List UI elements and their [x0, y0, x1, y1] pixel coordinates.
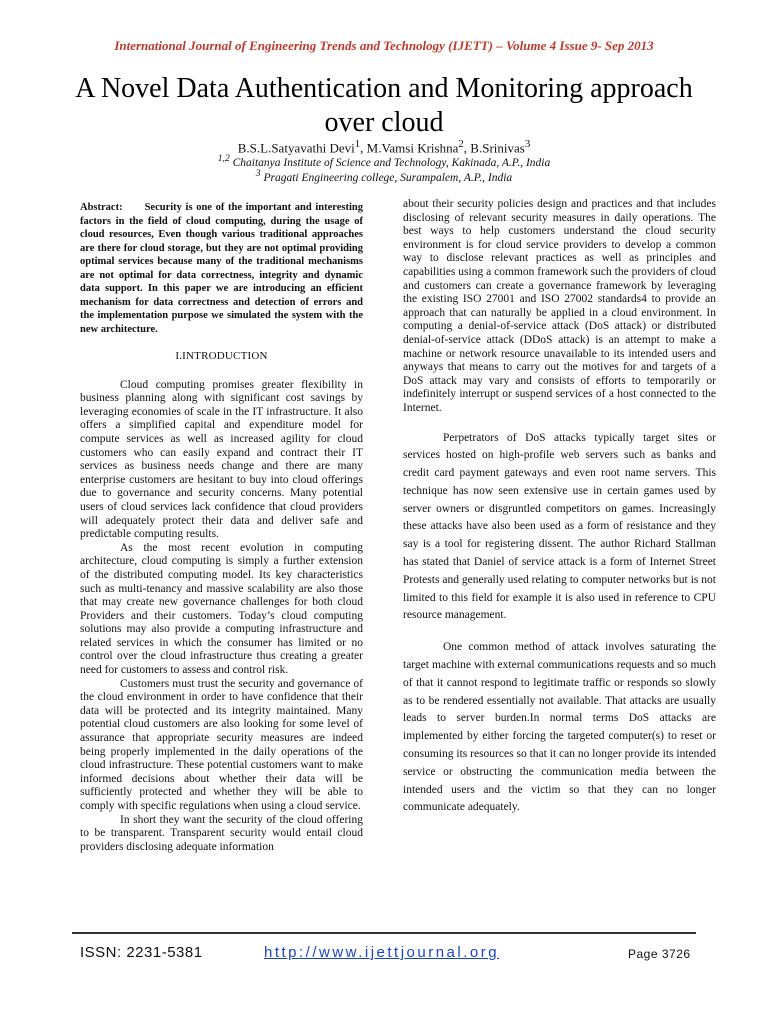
abstract-text: Security is one of the important and interesting factors in the field of cloud computing, during the usage of cloud resources, Even though various traditional approaches are there for cloud storage, but they are not optimal providing optimal services because many of the traditional mechanisms are not optimal for data correctness, integrity and dynamic data support. In this paper we are introducing an efficient mechanism for data correctness and detection of errors and the implementation purpose we simulated the system with the new architecture. — [80, 202, 363, 335]
paper-title: A Novel Data Authentication and Monitoring approach over cloud — [75, 73, 693, 138]
page-number: Page 3726 — [628, 947, 691, 961]
body-paragraph: Cloud computing promises greater flexibility in business planning along with significant cost savings by leveraging economies of scale in the IT infrastructure. It also offers a simplified capital and expenditure model for compute services as well as increased agility for cloud customers who can easily expand and contract their IT services as business needs change and there are many enterprise customers are hesitant to buy into cloud offerings due to governance and security concerns. Many potential users of cloud services lack confidence that cloud providers will adequately protect their data and deliver safe and predictable computing results. — [80, 378, 363, 541]
right-column — [403, 198, 716, 817]
affiliation-sup: 1,2 — [217, 153, 230, 164]
body-paragraph: One common method of attack involves saturating the target machine with external communications requests and so much of that it cannot respond to legitimate traffic or responds so slowly as to be rendered essentially not available. That attacks are usually leads to server burden.In normal terms DoS attacks are implemented by either forcing the targeted computer(s) to reset or consuming its resources so that it can no longer provide its intended service or obstructing the communication media between the intended users and the victim so that they can no longer communicate adequately. — [403, 641, 716, 814]
body-paragraph: Customers must trust the security and governance of the cloud environment in order to have confidence that their data will be protected and its integrity maintained. Many potential cloud customers are also looking for some level of assurance that appropriate security measures are indeed being properly implemented in the daily operations of the cloud infrastructure. These potential customers want to make informed decisions about whether their data will be sufficiently protected and whether they will be able to comply with specific regulations when using a cloud service. — [80, 677, 363, 812]
issn-label: ISSN: 2231-5381 — [80, 944, 203, 961]
footer-divider — [72, 932, 696, 934]
journal-header: International Journal of Engineering Trends and Technology (IJETT) – Volume 4 Issue 9- Sep 2013 — [114, 38, 654, 53]
journal-link[interactable]: http://www.ijettjournal.org — [264, 944, 500, 961]
affiliation-text: Chaitanya Institute of Science and Technology, Kakinada, A.P., India — [232, 156, 551, 169]
body-paragraph: As the most recent evolution in computing architecture, cloud computing is simply a further extension of the distributed computing model. Its key characteristics such as multi-tenancy and massive scalability are also those that may create new governance challenges for both cloud Providers and their customers. Today’s cloud computing solutions may also provide a computing infrastructure and related services in which the consumer has limited or no control over the cloud infrastructure thus creating a greater need for customers to assess and control risk. — [80, 541, 363, 677]
author-name: M.Vamsi Krishna — [366, 140, 459, 156]
section-heading: I.INTRODUCTION — [175, 350, 268, 362]
author-name: B.S.L.Satyavathi Devi — [237, 140, 355, 156]
body-paragraph: Perpetrators of DoS attacks typically target sites or services hosted on high-profile web servers such as banks and credit card payment gateways and even root name servers. This technique has now seen extensive use in certain games used by server owners or disgruntled competitors on games. Increasingly these attacks have also been used as a form of resistance and they say is a tool for registering dissent. The author Richard Stallman has stated that Daniel of service attack is a form of Internet Street Protests and generally used relating to computer networks but is not limited to this field for example it is also used in reference to CPU resource management. — [403, 431, 716, 622]
abstract — [80, 201, 363, 336]
author-list: B.S.L.Satyavathi Devi$^1$, M.Vamsi Krishna$^2$, B.Srinivas$^3$ — [237, 138, 531, 156]
author-sup: 2 — [458, 138, 464, 150]
abstract-label: Abstract: — [80, 202, 123, 213]
author-sup: 1 — [354, 138, 361, 150]
author-sup: 3 — [524, 138, 531, 150]
left-column — [80, 201, 363, 854]
body-paragraph: about their security policies design and practices and that includes disclosing of relevant security measures in daily operations. The best ways to help customers understand the cloud security environment is for cloud service providers to develop a common way to disclose relevant practices as well as principles and capabilities using a common framework such the providers of cloud and customers can create a governance framework by leveraging the existing ISO 27001 and ISO 27002 standards4 to provide an approach that can naturally be applied in a cloud environment. In computing a denial-of-service attack (DoS attack) or distributed denial-of-service attack (DDoS attack) is an attempt to make a machine or network resource unavailable to its intended users and anyways that means to carry out the motives for and targets of a DoS attack may vary and consists of efforts to temporarily or indefinitely interrupt or suspend services of a host connected to the Internet. — [403, 198, 716, 414]
affiliation-sup: 3 — [255, 168, 261, 179]
body-paragraph: In short they want the security of the cloud offering to be transparent. Transparent security would entail cloud providers disclosing adequate information — [80, 813, 363, 853]
affiliation — [100, 168, 668, 184]
author-name: B.Srinivas — [470, 140, 525, 156]
affiliation — [100, 153, 668, 169]
affiliation-text: Pragati Engineering college, Surampalem, A.P., India — [263, 171, 513, 184]
